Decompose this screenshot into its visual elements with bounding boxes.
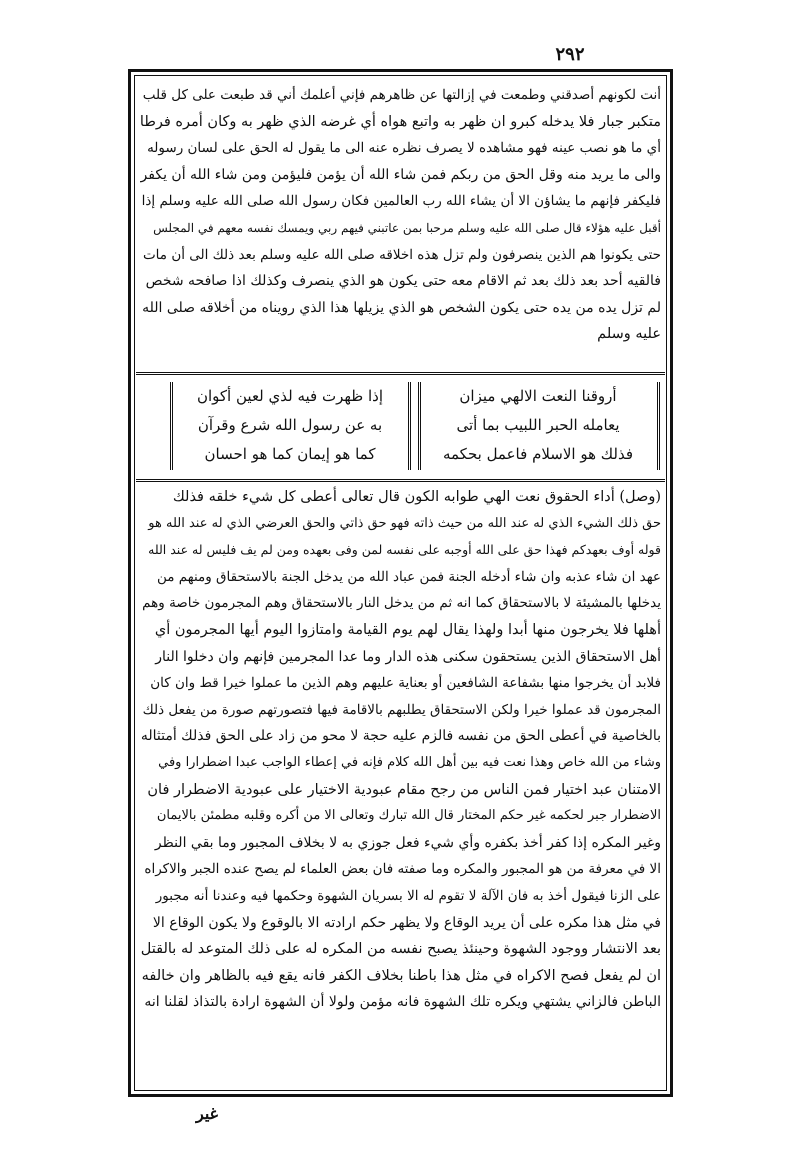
text-line: حق ذلك الشيء الذي له عند الله من حيث ذاته فهو حق ذاتي والحق العرضي الذي له عند الله هو bbox=[148, 515, 661, 531]
text-line: المجرمون قد عملوا خيرا ولكن الاستحقاق يطلبهم بالاقامة فيها فتصورتهم صورة من يفعل ذلك bbox=[142, 701, 661, 718]
catchword: غير bbox=[196, 1104, 219, 1123]
text-line: بعد الانتشار ووجود الشهوة وحينئذ يصبح نفسه من المكره له على ذلك المتوعد له بالقتل bbox=[140, 941, 661, 958]
page-number: ٢٩٢ bbox=[555, 44, 585, 65]
text-line: فليكفر فإنهم ما يشاؤن الا أن يشاء الله رب العالمين فكان رسول الله صلى الله عليه وسلم إذا bbox=[141, 193, 661, 210]
separator-bottom bbox=[136, 479, 665, 482]
poem-rule bbox=[170, 382, 173, 470]
poem-verse: فذلك هو الاسلام فاعمل بحكمه bbox=[442, 445, 634, 463]
text-line: حتى يكونوا هم الذين ينصرفون ولم تزل هذه اخلاقه صلى الله عليه وسلم بعد ذلك الى أن مات bbox=[142, 246, 661, 263]
poem-verse: أروقنا النعت الالهي ميزان bbox=[459, 387, 617, 405]
text-line: (وصل) أداء الحقوق نعت الهي طوابه الكون قال تعالى أعطى كل شيء خلقه فذلك bbox=[172, 489, 661, 505]
text-line: على الزنا فيقول أخذ به فان الآلة لا تقوم له الا بسريان الشهوة وحكمها فيه وعندنا أنه مجبور bbox=[155, 887, 661, 904]
text-line: أنت لكونهم أصدقني وطمعت في إزالتها عن ظاهرهم فإني أعلمك أني قد طبعت على كل قلب bbox=[142, 87, 661, 103]
lower-text-block bbox=[140, 484, 661, 1016]
separator-top bbox=[136, 372, 665, 375]
poem-left-column bbox=[180, 382, 400, 472]
text-line: ان لم يفعل فصح الاكراه في مثل هذا باطنا بخلاف الكفر فانه يقع فيه بالظاهر وان خالفه bbox=[141, 967, 661, 984]
poem-right-column bbox=[428, 382, 648, 472]
poem-rule bbox=[657, 382, 660, 470]
text-line: فالقيه أحد بعد ذلك بعد ثم الاقام معه حتى يكون هو الذي ينصرف وكذلك اذا صافحه شخص bbox=[145, 273, 661, 290]
upper-text-block bbox=[140, 82, 661, 348]
poem-verse: يعامله الحبر اللبيب بما أتى bbox=[456, 416, 620, 434]
text-line: فلابد أن يخرجوا منها بشفاعة الشافعين أو بعناية عليهم وهم الذين ما عملوا خيرا قط وان كان bbox=[150, 675, 661, 692]
text-line: أهلها فلا يخرجون منها أبدا ولهذا يقال لهم يوم القيامة وامتازوا اليوم أيها المجرمون أي bbox=[154, 621, 661, 638]
text-line: لم تزل يده من يده حتى يكون الشخص هو الذي يزيلها هذا الذي رويناه من أخلاقه صلى الله bbox=[142, 299, 661, 316]
text-line: الامتنان عبد اختيار فمن الناس من رجح مقام عبودية الاختيار على عبودية الاضطرار فان bbox=[147, 781, 661, 798]
text-line: والى ما يريد منه وقل الحق من ربكم فمن شاء الله أن يؤمن فليؤمن ومن شاء الله أن يكفر bbox=[140, 166, 661, 183]
text-line: الباطن فالزاني يشتهي ويكره تلك الشهوة فانه مؤمن ولولا أن الشهوة ارادة بالتذاذ لقلنا انه bbox=[144, 994, 661, 1011]
text-line: عهد ان شاء عذبه وان شاء أدخله الجنة فمن عباد الله من يدخل الجنة بالاستحقاق ومنهم من bbox=[156, 568, 661, 585]
text-line: الا في معرفة من هو المجبور والمكره وما صفته فان بعض العلماء لم يصح عنده الجبر والاكراه bbox=[144, 861, 661, 878]
poem-rule bbox=[418, 382, 421, 470]
text-line: قوله أوف بعهدكم فهذا حق على الله أوجبه على نفسه لمن وفى بعهده ومن لم يف فليس له عند الله bbox=[148, 542, 661, 558]
text-line: بالخاصية في أعطى الحق من نفسه فالزم عليه حجة لا محو من زاد على الحق فذلك أمتثاله bbox=[140, 728, 661, 745]
text-line: أهل الاستحقاق الذين يستحقون سكنى هذه الدار وما عدا المجرمين فإنهم وان دخلوا النار bbox=[155, 648, 661, 665]
text-line: وشاء من الله خاص وهذا نعت فيه بين أهل الله كلام فإنه في إعطاء الواجب عبدا اضطرارا وفي bbox=[158, 754, 661, 770]
poem-block bbox=[140, 378, 661, 476]
poem-verse: به عن رسول الله شرع وقرآن bbox=[197, 416, 383, 434]
poem-rule bbox=[408, 382, 411, 470]
poem-verse: إذا ظهرت فيه لذي لعين أكوان bbox=[196, 387, 384, 405]
text-line: وغير المكره إذا كفر أخذ بكفره وأي شيء فعل جوزي به لا بخلاف المجبور وما بقي النظر bbox=[154, 834, 661, 851]
poem-verse: كما هو إيمان كما هو احسان bbox=[204, 445, 376, 463]
text-line: عليه وسلم bbox=[597, 326, 661, 343]
text-line: الاضطرار جبر لحكمه غير حكم المختار قال الله تبارك وتعالى الا من أكره وقلبه مطمئن بالايمان bbox=[156, 808, 661, 824]
text-line: أقبل عليه هؤلاء قال صلى الله عليه وسلم مرحبا بمن عاتبني فيهم ربي ويمسك نفسه معهم في المجلس bbox=[153, 220, 661, 235]
text-line: يدخلها بالمشيئة لا بالاستحقاق كما انه ثم من يدخل النار بالاستحقاق وهم المجرمون خاصة وهم bbox=[142, 595, 661, 612]
text-line: متكبر جبار فلا يدخله كبرو ان ظهر به واتبع هواه أي غرضه الذي ظهر به وكان أمره فرطا bbox=[140, 113, 661, 130]
text-line: أي ما هو نصب عينه فهو مشاهده لا يصرف نظره عنه الى ما يقول له الحق على لسان رسوله bbox=[147, 140, 661, 157]
text-line: في مثل هذا مكره على أن يريد الوقاع ولا يظهر حكم ارادته الا بالوقوع ولا يكون الوقاع الا bbox=[152, 914, 661, 931]
